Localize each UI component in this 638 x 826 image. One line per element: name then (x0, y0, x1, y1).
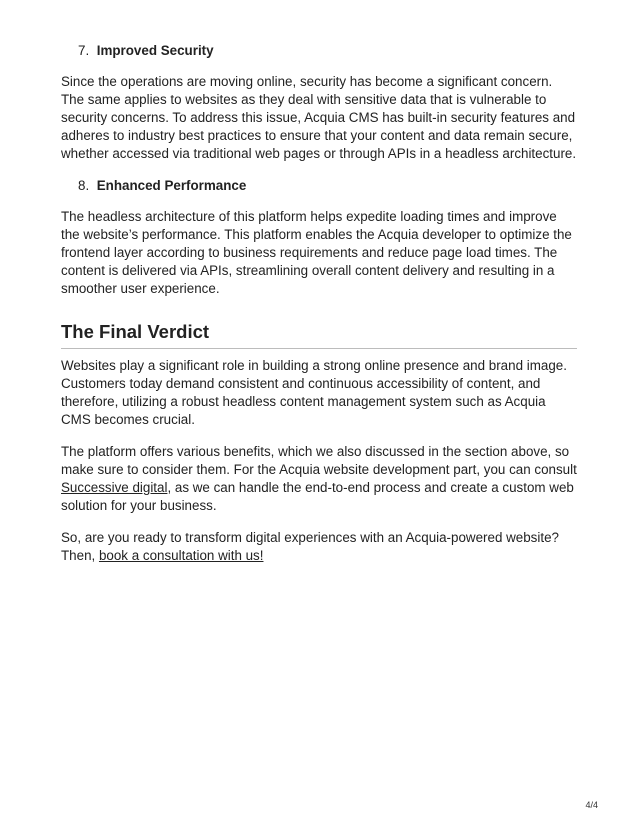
paragraph-verdict: Websites play a significant role in building a strong online presence and brand image. Customers today demand consistent and continuous accessibility of content, and therefore, utilizing a robust headless content management system such as Acquia CMS becomes crucial. (61, 358, 567, 427)
benefits-text-after: , as we can handle the end-to-end process and create a custom web solution for your business. (61, 480, 574, 513)
page-number: 4/4 (585, 800, 598, 810)
list-item-title: Improved Security (96, 43, 214, 58)
paragraph-cta (61, 529, 577, 565)
list-item-title: Enhanced Performance (96, 178, 247, 193)
section-heading-final-verdict: The Final Verdict (61, 320, 577, 349)
list-number: 8. (78, 178, 90, 193)
paragraph-security: Since the operations are moving online, security has become a significant concern. The same applies to websites as they deal with sensitive data that is vulnerable to security concerns. To address this issue, Acquia CMS has built-in security features and adheres to industry best practices to ensure that your content and data remain secure, whether accessed via traditional web pages or through APIs in a headless architecture. (61, 74, 577, 161)
paragraph-performance: The headless architecture of this platform helps expedite loading times and improve the website’s performance. This platform enables the Acquia developer to optimize the frontend layer according to business requirements and reduce page load times. The content is delivered via APIs, streamlining overall content delivery and resulting in a smoother user experience. (61, 209, 572, 296)
book-consultation-link[interactable]: book a consultation with us! (98, 548, 264, 563)
paragraph-benefits (61, 443, 577, 515)
benefits-text-before: The platform offers various benefits, which we also discussed in the section above, so make sure to consider them. For the Acquia website development part, you can consult (61, 444, 577, 477)
article-content (61, 42, 577, 579)
cta-text: So, are you ready to transform digital experiences with an Acquia-powered website? Then, (61, 530, 559, 563)
list-number: 7. (78, 43, 90, 58)
successive-digital-link[interactable]: Successive digital (61, 480, 168, 495)
list-item-enhanced-performance (78, 177, 577, 195)
list-item-improved-security (78, 42, 577, 60)
